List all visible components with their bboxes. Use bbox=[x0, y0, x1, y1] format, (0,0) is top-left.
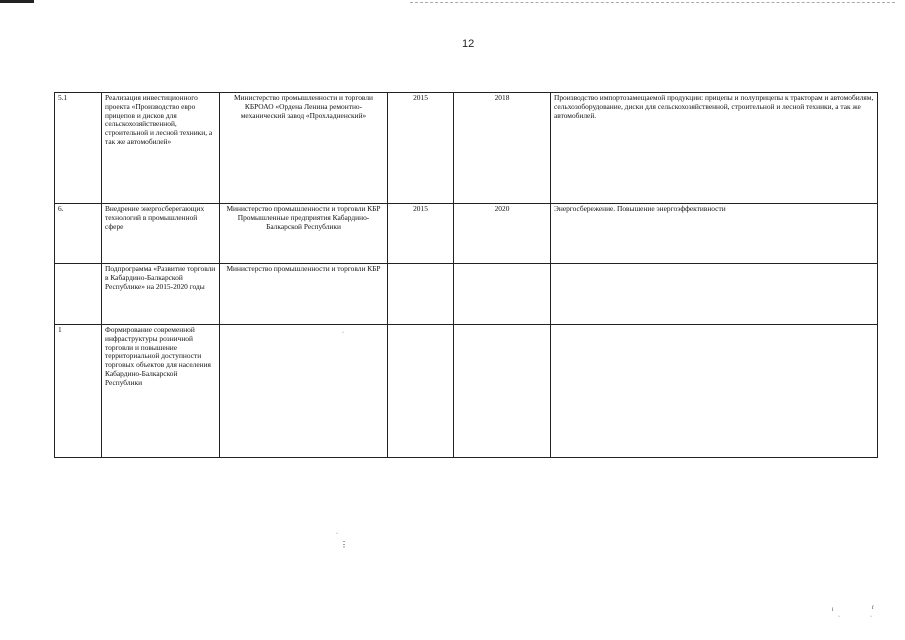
subprogram-name: Подпрограмма «Развитие торговли в Кабардино-Балкарской Республике» на 2015-2020 годы bbox=[102, 264, 220, 325]
executor: Министерство промышленности и торговли КБР bbox=[220, 264, 388, 325]
year-end: 2020 bbox=[454, 204, 551, 264]
page-number: 12 bbox=[462, 38, 475, 50]
scan-speck: ˡ bbox=[832, 606, 834, 615]
scan-speck: · bbox=[838, 614, 840, 620]
executor: Министерство промышленности и торговли КБРОАО «Ордена Ленина ремонтно-механический завод «Прохладненский» bbox=[220, 93, 388, 204]
table-row bbox=[55, 264, 878, 325]
year-start: 2015 bbox=[388, 204, 454, 264]
scan-speck: · bbox=[336, 531, 338, 537]
year-start bbox=[388, 264, 454, 325]
scan-speck: · bbox=[870, 614, 872, 620]
row-number: 6. bbox=[55, 204, 102, 264]
year-start bbox=[388, 325, 454, 458]
row-number: 5.1 bbox=[55, 93, 102, 204]
row-number: 1 bbox=[55, 325, 102, 458]
executor bbox=[220, 325, 388, 458]
year-end bbox=[454, 325, 551, 458]
measure-name: Реализация инвестиционного проекта «Производство евро прицепов и дисков для сельскохозяйственной, строительной и лесной техники, а так же автомобилей» bbox=[102, 93, 220, 204]
program-table bbox=[54, 92, 878, 458]
scan-edge-mark bbox=[0, 0, 34, 3]
measure-name: Формирование современной инфраструктуры розничной торговли и повышение территориальной доступности торговых объектов для населения Кабардино-Балкарской Республики bbox=[102, 325, 220, 458]
scan-edge-line bbox=[410, 2, 895, 3]
year-end bbox=[454, 264, 551, 325]
measure-name: Внедрение энергосберегающих технологий в промышленной сфере bbox=[102, 204, 220, 264]
row-number bbox=[55, 264, 102, 325]
table-row bbox=[55, 93, 878, 204]
scan-speck: ⋮ bbox=[340, 540, 348, 549]
table-row bbox=[55, 204, 878, 264]
expected-result bbox=[551, 325, 878, 458]
year-start: 2015 bbox=[388, 93, 454, 204]
expected-result: Энергосбережение. Повышение энергоэффективности bbox=[551, 204, 878, 264]
table-row bbox=[55, 325, 878, 458]
scan-speck: · bbox=[342, 330, 344, 336]
year-end: 2018 bbox=[454, 93, 551, 204]
scan-speck: ᶠ bbox=[872, 604, 874, 613]
executor: Министерство промышленности и торговли КБР Промышленные предприятия Кабардино-Балкарской Республики bbox=[220, 204, 388, 264]
expected-result bbox=[551, 264, 878, 325]
expected-result: Производство импортозамещаемой продукции: прицепы и полуприцепы к тракторам и автомобилям, сельхозоборудование, диски для сельскохозяйственной, строительной и лесной техники, а так же автомобилей. bbox=[551, 93, 878, 204]
